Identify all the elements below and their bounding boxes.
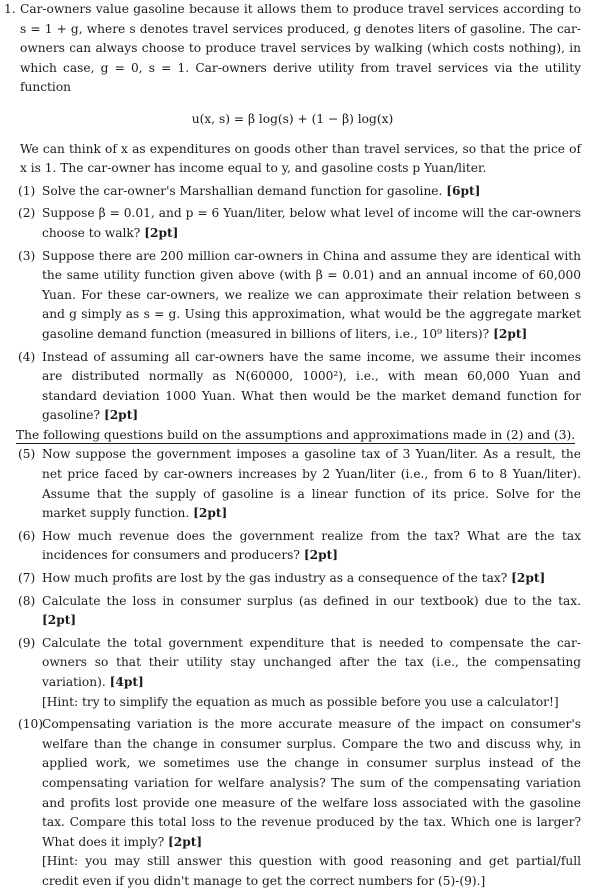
question-points: [2pt]	[42, 613, 77, 628]
question-item	[4, 527, 581, 566]
question-points: [6pt]	[446, 183, 481, 198]
question-text	[42, 445, 581, 523]
question-hint: [Hint: try to simplify the equation as much as possible before you use a calculator!]	[42, 694, 559, 709]
question-item	[4, 634, 581, 712]
question-body: Compensating variation is the more accurate measure of the impact on consumer's welfare than the change in consumer surplus. Compare the two and discuss why, in applied work, we sometimes use the change in consumer surplus instead of the compensating variation for welfare analysis? The sum of the compensating variation and profits lost provide one measure of the welfare loss associated with the gasoline tax. Compare this total loss to the revenue produced by the tax. Which one is larger? What does it imply?	[42, 717, 581, 849]
questions-part-a	[4, 182, 581, 426]
question-number: (7)	[18, 571, 36, 586]
question-points: [2pt]	[303, 548, 338, 563]
question-points: [2pt]	[103, 408, 139, 423]
question-number: (2)	[18, 206, 36, 221]
question-text	[42, 247, 581, 345]
problem-number: 1.	[4, 2, 16, 16]
after-formula-text: We can think of x as expenditures on goods other than travel services, so that the price of x is 1. The car-owner has income equal to y, and gasoline costs p Yuan/liter.	[20, 141, 581, 176]
question-item	[4, 569, 581, 589]
questions-part-b	[4, 445, 581, 891]
question-text	[42, 569, 581, 589]
question-points: [4pt]	[109, 675, 144, 689]
question-number: (10)	[18, 717, 44, 732]
question-body: Calculate the loss in consumer surplus (as defined in our textbook) due to the tax.	[42, 593, 581, 608]
question-text	[42, 348, 581, 426]
question-item	[4, 715, 581, 891]
question-item	[4, 348, 581, 426]
question-body: Solve the car-owner's Marshallian demand function for gasoline.	[42, 183, 443, 198]
utility-formula: u(x, s) = β log(s) + (1 − β) log(x)	[191, 111, 394, 126]
question-text	[42, 204, 581, 243]
question-body: Calculate the total government expenditure that is needed to compensate the car-owners so that their utility stay unchanged after the tax (i.e., the compensating variation).	[42, 635, 581, 689]
question-points: [2pt]	[144, 225, 179, 240]
question-number: (5)	[18, 447, 36, 462]
question-body: How much profits are lost by the gas industry as a consequence of the tax?	[42, 571, 508, 586]
question-item	[4, 592, 581, 631]
question-text	[42, 182, 581, 202]
question-item	[4, 445, 581, 523]
question-text	[42, 527, 581, 566]
question-body: Instead of assuming all car-owners have the same income, we assume their incomes are distributed normally as N(60000, 1000²), i.e., with mean 60,000 Yuan and standard deviation 1000 Yuan. What then would be the market demand function for gasoline?	[42, 349, 581, 423]
question-number: (6)	[18, 528, 36, 543]
question-text	[42, 634, 581, 693]
question-body: Suppose there are 200 million car-owners in China and assume they are identical with the same utility function given above (with β = 0.01) and an annual income of 60,000 Yuan. For these car-owners, we realize we can approximate their relation between s and g simply as s = g. Using this approximation, what would be the aggregate market gasoline demand function (measured in billions of liters, i.e., 10⁹ liters)?	[42, 248, 581, 341]
question-hint: [Hint: you may still answer this question with good reasoning and get partial/full credit even if you didn't manage to get the correct numbers for (5)-(9).]	[42, 854, 581, 888]
question-body: How much revenue does the government realize from the tax? What are the tax incidences for consumers and producers?	[42, 528, 581, 563]
question-points: [2pt]	[193, 506, 228, 521]
section-divider	[4, 426, 581, 446]
intro-text: Car-owners value gasoline because it allows them to produce travel services according to s = 1 + g, where s denotes travel services produced, g denotes liters of gasoline. The car-owners can always choose to produce travel services by walking (which costs nothing), in which case, g = 0, s = 1. Car-owners derive utility from travel services via the utility function	[20, 2, 581, 95]
question-points: [2pt]	[493, 326, 528, 341]
question-number: (3)	[18, 248, 36, 263]
question-points: [2pt]	[168, 834, 203, 849]
question-item	[4, 182, 581, 202]
question-item	[4, 247, 581, 345]
question-number: (9)	[18, 635, 36, 650]
question-points: [2pt]	[511, 571, 546, 586]
question-text	[42, 715, 581, 852]
question-body: Now suppose the government imposes a gasoline tax of 3 Yuan/liter. As a result, the net price faced by car-owners increases by 2 Yuan/liter (i.e., from 6 to 8 Yuan/liter). Assume that the supply of gasoline is a linear function of its price. Solve for the market supply function.	[42, 447, 581, 521]
problem-intro	[4, 0, 581, 98]
question-number: (4)	[18, 349, 36, 364]
question-body: Suppose β = 0.01, and p = 6 Yuan/liter, below what level of income will the car-owners choose to walk?	[42, 206, 581, 240]
question-item	[4, 204, 581, 243]
question-number: (1)	[18, 183, 36, 198]
divider-text: The following questions build on the assumptions and approximations made in (2) and (3).	[16, 427, 576, 442]
question-text	[42, 592, 581, 631]
question-number: (8)	[18, 593, 36, 608]
